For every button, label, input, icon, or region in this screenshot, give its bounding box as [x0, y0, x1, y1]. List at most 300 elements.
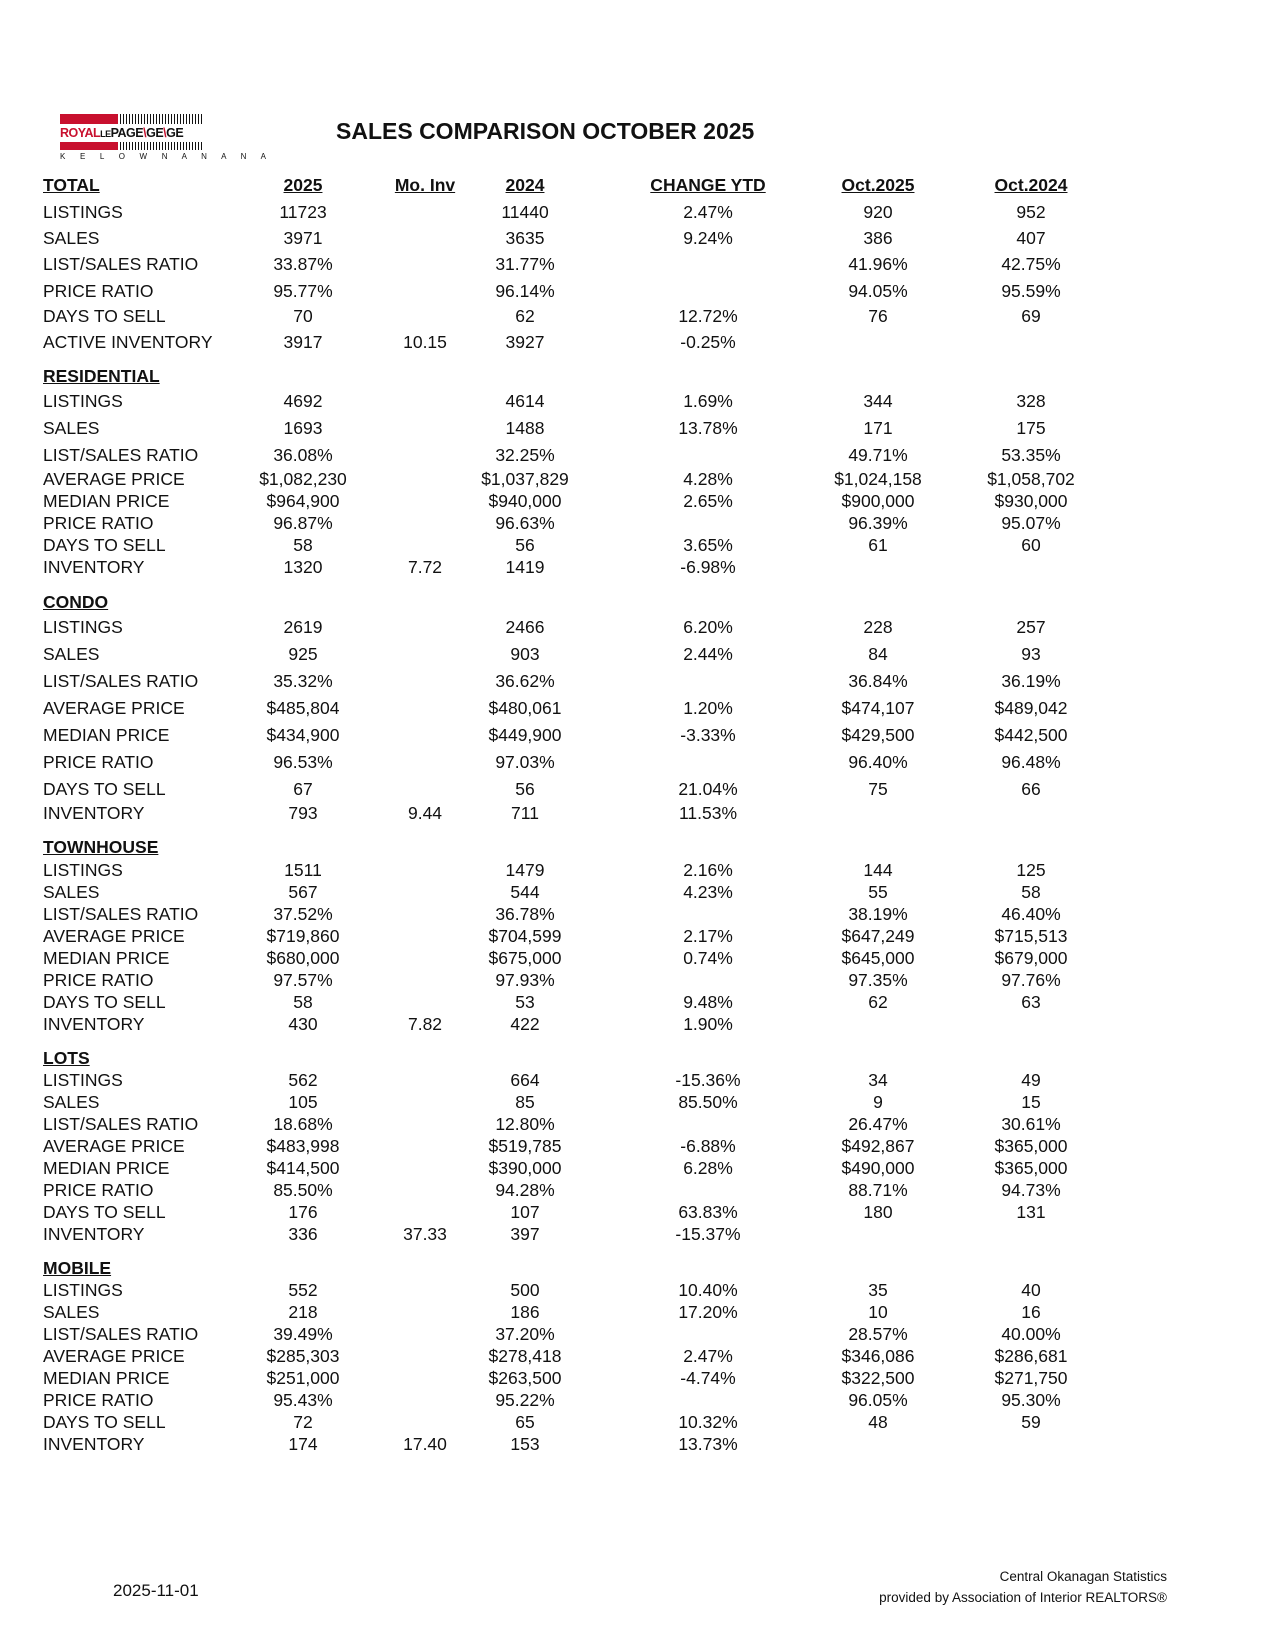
cell-value: 63.83% [678, 1202, 738, 1222]
cell-value: 336 [288, 1224, 318, 1244]
cell-value: 40.00% [1001, 1324, 1061, 1344]
cell-value: 66 [1021, 779, 1041, 799]
row-label: SALES [43, 1302, 100, 1322]
cell-value: 125 [1016, 860, 1046, 880]
cell-value: -6.88% [680, 1136, 736, 1156]
source-line-1: Central Okanagan Statistics [999, 1569, 1167, 1584]
cell-value: 3927 [505, 332, 545, 352]
table-row [0, 444, 1275, 466]
cell-value: Mo. Inv [394, 175, 456, 195]
cell-value: $704,599 [488, 926, 562, 946]
cell-value: 3971 [283, 228, 323, 248]
row-label: AVERAGE PRICE [43, 1136, 185, 1156]
cell-value: 17.20% [678, 1302, 738, 1322]
cell-value: 42.75% [1001, 254, 1061, 274]
cell-value: 85.50% [678, 1092, 738, 1112]
row-label: ACTIVE INVENTORY [43, 332, 213, 352]
cell-value: $449,900 [488, 725, 562, 745]
cell-value: $679,000 [994, 948, 1068, 968]
cell-value: $251,000 [266, 1368, 340, 1388]
cell-value: Oct.2024 [994, 175, 1068, 195]
cell-value: 96.48% [1001, 752, 1061, 772]
cell-value: $414,500 [266, 1158, 340, 1178]
table-row [0, 1433, 1275, 1455]
cell-value: 228 [863, 617, 893, 637]
cell-value: 85 [515, 1092, 535, 1112]
table-row [0, 1113, 1275, 1135]
row-label: PRICE RATIO [43, 1180, 154, 1200]
cell-value: $490,000 [841, 1158, 915, 1178]
cell-value: 664 [510, 1070, 540, 1090]
row-label: LIST/SALES RATIO [43, 1324, 199, 1344]
cell-value: 96.05% [848, 1390, 908, 1410]
row-label: PRICE RATIO [43, 752, 154, 772]
cell-value: 70 [293, 306, 313, 326]
table-row [0, 859, 1275, 881]
cell-value: 37.52% [273, 904, 333, 924]
cell-value: 30.61% [1001, 1114, 1061, 1134]
table-row [0, 390, 1275, 412]
cell-value: 9 [873, 1092, 883, 1112]
row-label: LIST/SALES RATIO [43, 904, 199, 924]
cell-value: 15 [1021, 1092, 1041, 1112]
section-title-mobile [0, 1257, 1275, 1279]
cell-value: 31.77% [495, 254, 555, 274]
table-row [0, 947, 1275, 969]
cell-value: $1,024,158 [834, 469, 922, 489]
cell-value: 13.78% [678, 418, 738, 438]
table-row [0, 991, 1275, 1013]
cell-value: 175 [1016, 418, 1046, 438]
cell-value: 1.69% [683, 391, 733, 411]
table-row [0, 881, 1275, 903]
row-label: INVENTORY [43, 1434, 145, 1454]
row-label: LISTINGS [43, 1280, 123, 1300]
row-label: LISTINGS [43, 1070, 123, 1090]
cell-value: $390,000 [488, 1158, 562, 1178]
row-label: LIST/SALES RATIO [43, 671, 199, 691]
cell-value: $930,000 [994, 491, 1068, 511]
table-row [0, 616, 1275, 638]
table-row [0, 512, 1275, 534]
table-row [0, 969, 1275, 991]
row-label: INVENTORY [43, 803, 145, 823]
cell-value: 925 [288, 644, 318, 664]
cell-value: 65 [515, 1412, 535, 1432]
cell-value: $442,500 [994, 725, 1068, 745]
row-label: INVENTORY [43, 1224, 145, 1244]
cell-value: 1419 [505, 557, 545, 577]
cell-value: 49.71% [848, 445, 908, 465]
cell-value: $365,000 [994, 1136, 1068, 1156]
cell-value: 97.93% [495, 970, 555, 990]
row-label: MEDIAN PRICE [43, 1368, 170, 1388]
cell-value: 49 [1021, 1070, 1041, 1090]
row-label: PRICE RATIO [43, 1390, 154, 1410]
cell-value: $719,860 [266, 926, 340, 946]
cell-value: 95.30% [1001, 1390, 1061, 1410]
cell-value: 171 [863, 418, 893, 438]
cell-value: 85.50% [273, 1180, 333, 1200]
cell-value: $940,000 [488, 491, 562, 511]
cell-value: $278,418 [488, 1346, 562, 1366]
cell-value: $322,500 [841, 1368, 915, 1388]
cell-value: 36.84% [848, 671, 908, 691]
cell-value: 1693 [283, 418, 323, 438]
section-title-residential [0, 365, 1275, 387]
cell-value: $485,804 [266, 698, 340, 718]
cell-value: 36.08% [273, 445, 333, 465]
cell-value: 67 [293, 779, 313, 799]
row-label: SALES [43, 1092, 100, 1112]
cell-value: 21.04% [678, 779, 738, 799]
row-label: LISTINGS [43, 617, 123, 637]
row-label: PRICE RATIO [43, 970, 154, 990]
cell-value: 96.40% [848, 752, 908, 772]
cell-value: 16 [1021, 1302, 1041, 1322]
cell-value: 4614 [505, 391, 545, 411]
cell-value: $1,037,829 [481, 469, 569, 489]
section-heading: TOWNHOUSE [43, 837, 159, 857]
cell-value: 53 [515, 992, 535, 1012]
row-label: LISTINGS [43, 860, 123, 880]
cell-value: 32.25% [495, 445, 555, 465]
row-label: AVERAGE PRICE [43, 926, 185, 946]
cell-value: 41.96% [848, 254, 908, 274]
row-label: LIST/SALES RATIO [43, 445, 199, 465]
section-title-townhouse [0, 836, 1275, 858]
cell-value: $263,500 [488, 1368, 562, 1388]
table-row [0, 534, 1275, 556]
cell-value: $647,249 [841, 926, 915, 946]
section-title-condo [0, 591, 1275, 613]
row-label: INVENTORY [43, 1014, 145, 1034]
table-row [0, 201, 1275, 223]
cell-value: 903 [510, 644, 540, 664]
cell-value: 84 [868, 644, 888, 664]
row-label: PRICE RATIO [43, 513, 154, 533]
cell-value: 174 [288, 1434, 318, 1454]
cell-value: $346,086 [841, 1346, 915, 1366]
table-row [0, 1301, 1275, 1323]
cell-value: $285,303 [266, 1346, 340, 1366]
cell-value: 58 [1021, 882, 1041, 902]
table-row [0, 1345, 1275, 1367]
cell-value: 107 [510, 1202, 540, 1222]
cell-value: 3917 [283, 332, 323, 352]
cell-value: 407 [1016, 228, 1046, 248]
cell-value: $483,998 [266, 1136, 340, 1156]
cell-value: 97.35% [848, 970, 908, 990]
table-row [0, 227, 1275, 249]
cell-value: 562 [288, 1070, 318, 1090]
cell-value: 1488 [505, 418, 545, 438]
cell-value: 59 [1021, 1412, 1041, 1432]
table-row [0, 1411, 1275, 1433]
row-label: LIST/SALES RATIO [43, 254, 199, 274]
cell-value: $964,900 [266, 491, 340, 511]
row-label: SALES [43, 644, 100, 664]
cell-value: 2.47% [683, 202, 733, 222]
cell-value: 180 [863, 1202, 893, 1222]
cell-value: 96.39% [848, 513, 908, 533]
logo-wordmark: ROYALLEPAGE\GE\GE [60, 126, 184, 140]
cell-value: $675,000 [488, 948, 562, 968]
row-label: LISTINGS [43, 202, 123, 222]
cell-value: 2.17% [683, 926, 733, 946]
cell-value: 95.07% [1001, 513, 1061, 533]
row-label: SALES [43, 228, 100, 248]
row-label: DAYS TO SELL [43, 306, 166, 326]
cell-value: 63 [1021, 992, 1041, 1012]
table-row [0, 305, 1275, 327]
cell-value: 544 [510, 882, 540, 902]
row-label: AVERAGE PRICE [43, 698, 185, 718]
table-row [0, 468, 1275, 490]
cell-value: 95.59% [1001, 281, 1061, 301]
cell-value: 36.19% [1001, 671, 1061, 691]
cell-value: 13.73% [678, 1434, 738, 1454]
cell-value: 500 [510, 1280, 540, 1300]
cell-value: 17.40 [403, 1434, 447, 1454]
cell-value: 97.57% [273, 970, 333, 990]
cell-value: 567 [288, 882, 318, 902]
cell-value: 95.77% [273, 281, 333, 301]
cell-value: 3635 [505, 228, 545, 248]
cell-value: $474,107 [841, 698, 915, 718]
table-row [0, 724, 1275, 746]
cell-value: 2.16% [683, 860, 733, 880]
cell-value: 131 [1016, 1202, 1046, 1222]
page-title: SALES COMPARISON OCTOBER 2025 [336, 118, 755, 144]
cell-value: 9.48% [683, 992, 733, 1012]
row-label: DAYS TO SELL [43, 1202, 166, 1222]
cell-value: 35 [868, 1280, 888, 1300]
cell-value: $519,785 [488, 1136, 562, 1156]
cell-value: 10.32% [678, 1412, 738, 1432]
cell-value: 422 [510, 1014, 540, 1034]
cell-value: 1320 [283, 557, 323, 577]
logo-barcode-stripes [120, 114, 202, 124]
cell-value: $286,681 [994, 1346, 1068, 1366]
cell-value: 37.20% [495, 1324, 555, 1344]
cell-value: 4.28% [683, 469, 733, 489]
row-label: MEDIAN PRICE [43, 1158, 170, 1178]
cell-value: -15.36% [675, 1070, 741, 1090]
row-label: SALES [43, 418, 100, 438]
cell-value: 176 [288, 1202, 318, 1222]
cell-value: 153 [510, 1434, 540, 1454]
cell-value: 1479 [505, 860, 545, 880]
table-row [0, 802, 1275, 824]
cell-value: 58 [293, 535, 313, 555]
cell-value: 4692 [283, 391, 323, 411]
cell-value: 0.74% [683, 948, 733, 968]
table-row [0, 1179, 1275, 1201]
cell-value: 1511 [284, 860, 322, 880]
table-row [0, 643, 1275, 665]
cell-value: 711 [511, 803, 539, 823]
cell-value: 38.19% [848, 904, 908, 924]
cell-value: 60 [1021, 535, 1041, 555]
cell-value: $715,513 [994, 926, 1068, 946]
cell-value: 2619 [283, 617, 323, 637]
cell-value: 186 [510, 1302, 540, 1322]
cell-value: 40 [1021, 1280, 1041, 1300]
cell-value: 95.22% [495, 1390, 555, 1410]
cell-value: 46.40% [1001, 904, 1061, 924]
cell-value: $900,000 [841, 491, 915, 511]
cell-value: -15.37% [675, 1224, 741, 1244]
row-label: DAYS TO SELL [43, 779, 166, 799]
cell-value: -4.74% [680, 1368, 736, 1388]
row-label: MEDIAN PRICE [43, 725, 170, 745]
cell-value: 35.32% [273, 671, 333, 691]
cell-value: 2.44% [683, 644, 733, 664]
table-row [0, 903, 1275, 925]
source-line-2: provided by Association of Interior REALTORS® [879, 1590, 1167, 1605]
row-label: LIST/SALES RATIO [43, 1114, 199, 1134]
table-row [0, 1367, 1275, 1389]
cell-value: 10 [868, 1302, 888, 1322]
cell-value: 1.90% [683, 1014, 733, 1034]
cell-value: 11723 [279, 202, 327, 222]
cell-value: 96.87% [273, 513, 333, 533]
cell-value: 34 [868, 1070, 888, 1090]
table-row [0, 1223, 1275, 1245]
cell-value: 76 [868, 306, 888, 326]
cell-value: 28.57% [848, 1324, 908, 1344]
table-row [0, 1323, 1275, 1345]
cell-value: 37.33 [403, 1224, 447, 1244]
cell-value: $1,058,702 [987, 469, 1075, 489]
cell-value: 386 [863, 228, 893, 248]
section-title-lots [0, 1047, 1275, 1069]
table-row [0, 417, 1275, 439]
cell-value: 9.44 [407, 803, 443, 823]
cell-value: 95.43% [273, 1390, 333, 1410]
cell-value: 53.35% [1001, 445, 1061, 465]
table-row [0, 751, 1275, 773]
report-date: 2025-11-01 [113, 1581, 199, 1600]
cell-value: 12.80% [495, 1114, 555, 1134]
cell-value: $680,000 [266, 948, 340, 968]
cell-value: 1.20% [683, 698, 733, 718]
table-row [0, 1135, 1275, 1157]
cell-value: 61 [868, 535, 888, 555]
cell-value: 2466 [505, 617, 545, 637]
table-row [0, 925, 1275, 947]
cell-value: 10.15 [403, 332, 447, 352]
cell-value: 11.53% [678, 803, 738, 823]
cell-value: 144 [863, 860, 893, 880]
table-row [0, 1013, 1275, 1035]
logo-barcode-stripes-lower [120, 142, 202, 150]
table-row [0, 670, 1275, 692]
cell-value: 6.20% [683, 617, 733, 637]
cell-value: 12.72% [678, 306, 738, 326]
cell-value: $365,000 [994, 1158, 1068, 1178]
cell-value: 58 [293, 992, 313, 1012]
cell-value: 18.68% [273, 1114, 333, 1134]
cell-value: 96.53% [273, 752, 333, 772]
cell-value: 69 [1021, 306, 1041, 326]
cell-value: 11440 [501, 202, 549, 222]
cell-value: 97.03% [495, 752, 555, 772]
cell-value: 88.71% [848, 1180, 908, 1200]
cell-value: 36.78% [495, 904, 555, 924]
cell-value: 6.28% [683, 1158, 733, 1178]
cell-value: 94.28% [495, 1180, 555, 1200]
row-label: SALES [43, 882, 100, 902]
cell-value: $271,750 [994, 1368, 1068, 1388]
cell-value: $480,061 [488, 698, 562, 718]
cell-value: Oct.2025 [841, 175, 915, 195]
table-row [0, 490, 1275, 512]
row-label: LISTINGS [43, 391, 123, 411]
cell-value: 33.87% [273, 254, 333, 274]
cell-value: 430 [288, 1014, 318, 1034]
cell-value: 397 [510, 1224, 540, 1244]
cell-value: $492,867 [841, 1136, 915, 1156]
section-heading: LOTS [43, 1048, 90, 1068]
table-row [0, 556, 1275, 578]
cell-value: 2025 [283, 175, 323, 195]
cell-value: 56 [515, 779, 535, 799]
cell-value: $489,042 [994, 698, 1068, 718]
cell-value: 36.62% [495, 671, 555, 691]
cell-value: 9.24% [683, 228, 733, 248]
row-label: DAYS TO SELL [43, 535, 166, 555]
table-row [0, 1069, 1275, 1091]
cell-value: 218 [288, 1302, 318, 1322]
cell-value: $1,082,230 [259, 469, 347, 489]
cell-value: 2024 [505, 175, 545, 195]
table-row [0, 697, 1275, 719]
table-row [0, 1201, 1275, 1223]
cell-value: 26.47% [848, 1114, 908, 1134]
cell-value: 72 [293, 1412, 313, 1432]
cell-value: 257 [1016, 617, 1046, 637]
cell-value: $434,900 [266, 725, 340, 745]
cell-value: 4.23% [683, 882, 733, 902]
cell-value: 48 [868, 1412, 888, 1432]
cell-value: 39.49% [273, 1324, 333, 1344]
cell-value: -0.25% [680, 332, 736, 352]
section-heading: CONDO [43, 592, 109, 612]
table-row [0, 1157, 1275, 1179]
cell-value: 552 [288, 1280, 318, 1300]
table-row [0, 331, 1275, 353]
cell-value: 920 [863, 202, 893, 222]
cell-value: 62 [515, 306, 535, 326]
brand-logo [60, 114, 273, 166]
table-row [0, 280, 1275, 302]
cell-value: CHANGE YTD [650, 175, 766, 195]
row-label: DAYS TO SELL [43, 1412, 166, 1432]
cell-value: 94.73% [1001, 1180, 1061, 1200]
cell-value: 3.65% [683, 535, 733, 555]
cell-value: 2.47% [683, 1346, 733, 1366]
table-row [0, 253, 1275, 275]
cell-value: 10.40% [678, 1280, 738, 1300]
cell-value: -3.33% [680, 725, 736, 745]
cell-value: -6.98% [680, 557, 736, 577]
cell-value: $429,500 [841, 725, 915, 745]
table-row [0, 1091, 1275, 1113]
cell-value: $645,000 [841, 948, 915, 968]
row-label: PRICE RATIO [43, 281, 154, 301]
